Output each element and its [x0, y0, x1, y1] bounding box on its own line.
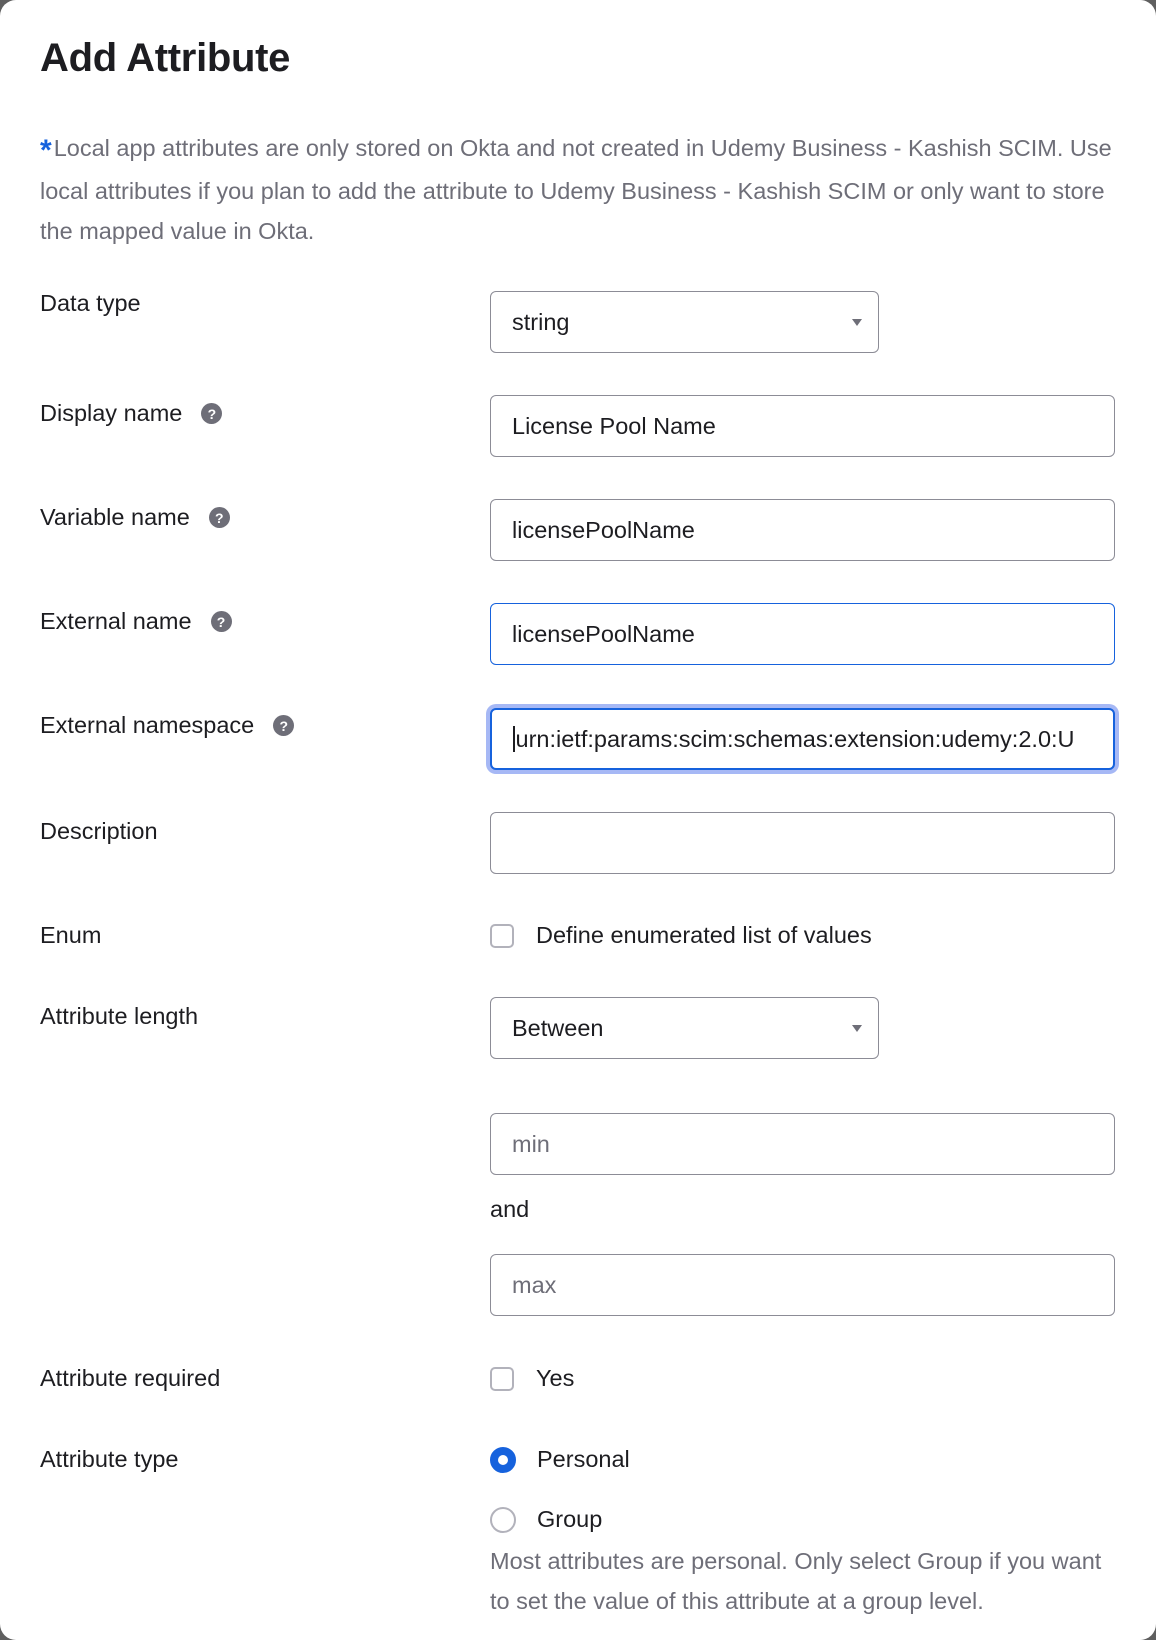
help-icon[interactable]: ?: [209, 507, 230, 528]
enum-label: Enum: [40, 922, 102, 948]
description-input[interactable]: [490, 812, 1115, 874]
personal-option-label: Personal: [537, 1446, 630, 1472]
group-option-label: Group: [537, 1506, 603, 1532]
attribute-required-checkbox[interactable]: [490, 1365, 574, 1392]
dialog-title: Add Attribute: [40, 36, 291, 80]
variable-name-label: Variable name ?: [40, 504, 230, 531]
attribute-type-label: Attribute type: [40, 1446, 179, 1472]
enum-checkbox[interactable]: [490, 922, 872, 949]
chevron-down-icon: [852, 1025, 862, 1032]
local-attributes-note: [40, 128, 1120, 251]
checkbox[interactable]: [490, 1367, 514, 1391]
max-placeholder: max: [512, 1271, 557, 1298]
variable-name-input[interactable]: [490, 499, 1115, 561]
external-name-value: licensePoolName: [512, 620, 695, 647]
attribute-type-group-radio[interactable]: [490, 1506, 602, 1533]
help-icon[interactable]: ?: [211, 611, 232, 632]
checkbox[interactable]: [490, 924, 514, 948]
data-type-value: string: [512, 308, 570, 335]
radio-unselected[interactable]: [490, 1507, 516, 1533]
description-label: Description: [40, 818, 158, 844]
attribute-type-personal-radio[interactable]: [490, 1446, 630, 1473]
enum-checkbox-label: Define enumerated list of values: [536, 922, 872, 948]
external-namespace-input[interactable]: [490, 708, 1115, 770]
data-type-select[interactable]: [490, 291, 879, 353]
and-label: and: [490, 1196, 530, 1222]
chevron-down-icon: [852, 319, 862, 326]
display-name-value: License Pool Name: [512, 412, 716, 439]
attribute-length-select[interactable]: [490, 997, 879, 1059]
attribute-type-hint: Most attributes are personal. Only select Group if you want to set the value of this attribute at a group level.: [490, 1548, 1102, 1614]
external-name-input[interactable]: [490, 603, 1115, 665]
max-length-input[interactable]: [490, 1254, 1115, 1316]
radio-selected[interactable]: [490, 1447, 516, 1473]
help-icon[interactable]: ?: [273, 715, 294, 736]
attribute-length-label: Attribute length: [40, 1003, 199, 1029]
attribute-required-checkbox-label: Yes: [536, 1365, 575, 1391]
display-name-input[interactable]: [490, 395, 1115, 457]
external-namespace-label: External namespace ?: [40, 712, 294, 739]
variable-name-value: licensePoolName: [512, 516, 695, 543]
note-text: Local app attributes are only stored on Okta and not created in Udemy Business - Kashish SCIM. Use local attributes if you plan to add the attribute to Udemy Business - Kashish SCIM or only want to store the mapped value in Okta.: [40, 135, 1112, 244]
min-length-input[interactable]: [490, 1113, 1115, 1175]
text-cursor: [513, 726, 515, 752]
attribute-length-value: Between: [512, 1014, 604, 1041]
min-placeholder: min: [512, 1130, 550, 1157]
external-namespace-value: urn:ietf:params:scim:schemas:extension:udemy:2.0:U: [515, 725, 1075, 752]
attribute-required-label: Attribute required: [40, 1365, 221, 1391]
required-asterisk: *: [40, 134, 52, 167]
help-icon[interactable]: ?: [201, 403, 222, 424]
data-type-label: Data type: [40, 290, 141, 316]
external-name-label: External name ?: [40, 608, 232, 635]
display-name-label: Display name ?: [40, 400, 222, 427]
